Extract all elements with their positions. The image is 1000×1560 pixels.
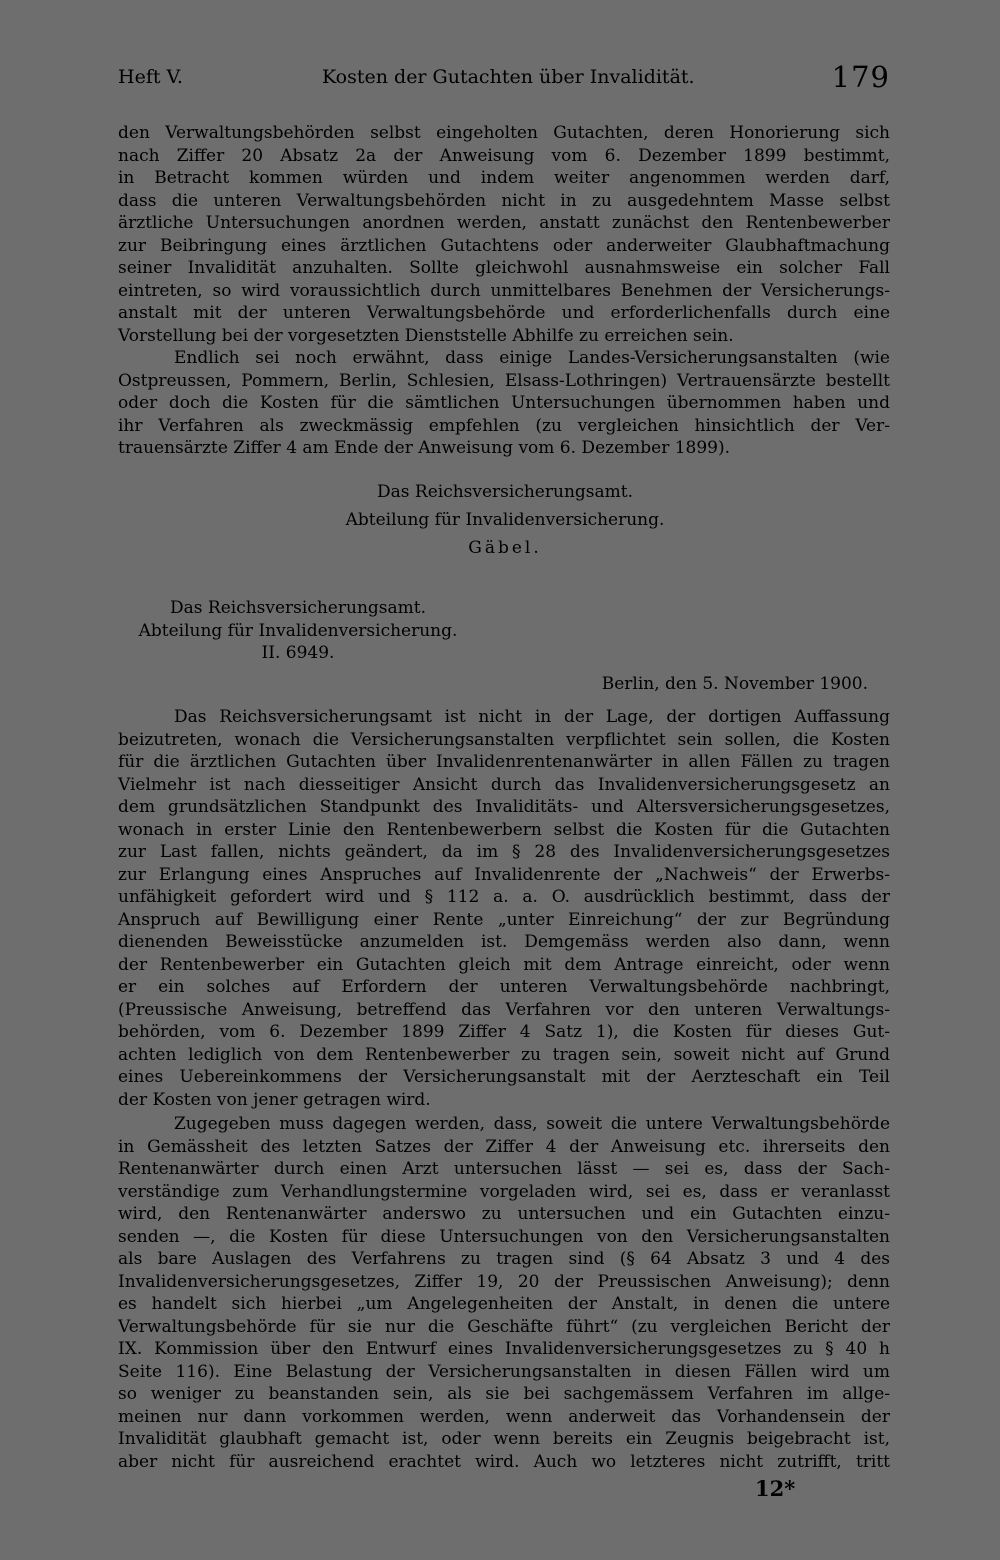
text-line: Zugegeben muss dagegen werden, dass, soweit die untere Verwaltungsbehörde [174, 1114, 890, 1134]
text-line: aber nicht für ausreichend erachtet wird. Auch wo letzteres nicht zutrifft, tritt [118, 1451, 890, 1472]
text-line: Das Reichsversicherungsamt ist nicht in der Lage, der dortigen Auffassung [174, 707, 890, 727]
text-line: Verwaltungsbehörde für sie nur die Geschäfte führt“ (zu vergleichen Bericht der [118, 1316, 890, 1337]
text-line: der Kosten von jener getragen wird. [118, 1089, 431, 1110]
text-line: dienenden Beweisstücke anzumelden ist. Demgemäss werden also dann, wenn [118, 932, 890, 952]
text-line: zur Erlangung eines Anspruches auf Invalidenrente der „Nachweis“ der Erwerbs- [118, 864, 890, 885]
text-line: wonach in erster Linie den Rentenbewerbern selbst die Kosten für die Gutachten [118, 819, 890, 840]
text-line: behörden, vom 6. Dezember 1899 Ziffer 4 Satz 1), die Kosten für dieses Gut- [118, 1022, 890, 1042]
text-line: Vielmehr ist nach diesseitiger Ansicht durch das Invalidenversicherungsgesetz an [118, 774, 890, 795]
text-line: meinen nur dann vorkommen werden, wenn anderweit das Vorhandensein der [118, 1406, 890, 1427]
signature-department: Abteilung für Invalidenversicherung. [345, 510, 665, 530]
letter-header [118, 597, 478, 665]
text-line: Anspruch auf Bewilligung einer Rente „unter Einreichung“ der zur Begründung [118, 909, 890, 930]
text-line: Invalidität glaubhaft gemacht ist, oder wenn bereits ein Zeugnis beigebracht ist, [118, 1429, 890, 1449]
text-line: (Preussische Anweisung, betreffend das Verfahren vor den unteren Verwaltungs- [118, 999, 890, 1020]
text-line: zur Last fallen, nichts geändert, da im § 28 des Invalidenversicherungsgesetzes [118, 842, 890, 862]
text-line: oder doch die Kosten für die sämtlichen Untersuchungen übernommen haben und [118, 393, 890, 413]
running-header [118, 62, 890, 96]
letter-authority: Das Reichsversicherungsamt. [170, 598, 426, 618]
text-line: für die ärztlichen Gutachten über Invalidenrentenanwärter in allen Fällen zu tragen [118, 752, 890, 772]
date-line: Berlin, den 5. November 1900. [601, 674, 868, 694]
text-line: eines Uebereinkommens der Versicherungsanstalt mit der Aerzteschaft ein Teil [118, 1067, 890, 1087]
text-line: anstalt mit der unteren Verwaltungsbehörde und erforderlichenfalls durch eine [118, 303, 890, 323]
text-line: Invalidenversicherungsgesetzes, Ziffer 19, 20 der Preussischen Anweisung); denn [118, 1271, 890, 1292]
signature-name: Gäbel. [468, 538, 542, 558]
text-line: IX. Kommission über den Entwurf eines Invalidenversicherungsgesetzes zu § 40 h [118, 1339, 890, 1359]
text-line: wird, den Rentenanwärter anderswo zu untersuchen und ein Gutachten einzu- [118, 1204, 890, 1224]
text-line: nach Ziffer 20 Absatz 2a der Anweisung vom 6. Dezember 1899 bestimmt, [118, 145, 890, 166]
issue-label: Heft V. [118, 66, 183, 88]
text-line: eintreten, so wird voraussichtlich durch unmittelbares Benehmen der Versicherungs- [118, 280, 890, 301]
paragraph-1 [118, 122, 890, 347]
text-line: unfähigkeit gefordert wird und § 112 a. a. O. ausdrücklich bestimmt, dass der [118, 887, 890, 907]
text-line: Rentenanwärter durch einen Arzt untersuchen lässt — sei es, dass der Sach- [118, 1159, 890, 1179]
letter-reference: II. 6949. [261, 643, 335, 663]
text-line: dass die unteren Verwaltungsbehörden nicht in zu ausgedehntem Masse selbst [118, 190, 890, 211]
text-line: als bare Auslagen des Verfahrens zu tragen sind (§ 64 Absatz 3 und 4 des [118, 1249, 890, 1269]
text-line: der Rentenbewerber ein Gutachten gleich mit dem Antrage einreicht, oder wenn [118, 954, 890, 975]
text-line: Endlich sei noch erwähnt, dass einige Landes-Versicherungsanstalten (wie [174, 348, 890, 368]
text-line: in Gemässheit des letzten Satzes der Ziffer 4 der Anweisung etc. ihrerseits den [118, 1136, 890, 1157]
signature-block [250, 478, 760, 562]
text-line: in Betracht kommen würden und indem weiter angenommen werden darf, [118, 168, 890, 188]
text-line: dem grundsätzlichen Standpunkt des Invaliditäts- und Altersversicherungsgesetzes, [118, 797, 890, 817]
text-line: ärztliche Untersuchungen anordnen werden, anstatt zunächst den Rentenbewerber [118, 213, 890, 233]
signature-authority: Das Reichsversicherungsamt. [377, 482, 633, 502]
text-line: verständige zum Verhandlungstermine vorgeladen wird, sei es, dass er veranlasst [118, 1181, 890, 1202]
text-line: zur Beibringung eines ärztlichen Gutachtens oder anderweiter Glaubhaftmachung [118, 235, 890, 256]
text-line: senden —, die Kosten für diese Untersuchungen von den Versicherungsanstalten [118, 1226, 890, 1247]
paragraph-4 [118, 1113, 890, 1473]
text-line: seiner Invalidität anzuhalten. Sollte gleichwohl ausnahmsweise ein solcher Fall [118, 258, 890, 278]
paragraph-2 [118, 347, 890, 460]
text-line: Ostpreussen, Pommern, Berlin, Schlesien, Elsass-Lothringen) Vertrauensärzte bestellt [118, 370, 890, 391]
running-title: Kosten der Gutachten über Invalidität. [322, 66, 695, 88]
text-line: den Verwaltungsbehörden selbst eingeholten Gutachten, deren Honorierung sich [118, 123, 890, 143]
text-line: Seite 116). Eine Belastung der Versicherungsanstalten in diesen Fällen wird um [118, 1361, 890, 1382]
text-line: so weniger zu beanstanden sein, als sie bei sachgemässem Verfahren im allge- [118, 1384, 890, 1404]
text-line: es handelt sich hierbei „um Angelegenheiten der Anstalt, in denen die untere [118, 1294, 890, 1314]
letter-department: Abteilung für Invalidenversicherung. [138, 620, 458, 641]
text-line: Vorstellung bei der vorgesetzten Dienststelle Abhilfe zu erreichen sein. [118, 325, 734, 346]
signature-mark: 12* [755, 1476, 796, 1501]
text-line: trauensärzte Ziffer 4 am Ende der Anweisung vom 6. Dezember 1899). [118, 438, 731, 458]
text-line: beizutreten, wonach die Versicherungsanstalten verpflichtet sein sollen, die Kosten [118, 729, 890, 750]
paragraph-3 [118, 706, 890, 1111]
text-line: achten lediglich von dem Rentenbewerber zu tragen sein, soweit nicht auf Grund [118, 1044, 890, 1065]
page-number: 179 [831, 60, 890, 94]
text-line: er ein solches auf Erfordern der unteren Verwaltungsbehörde nachbringt, [118, 977, 890, 997]
text-line: ihr Verfahren als zweckmässig empfehlen (zu vergleichen hinsichtlich der Ver- [118, 415, 890, 436]
